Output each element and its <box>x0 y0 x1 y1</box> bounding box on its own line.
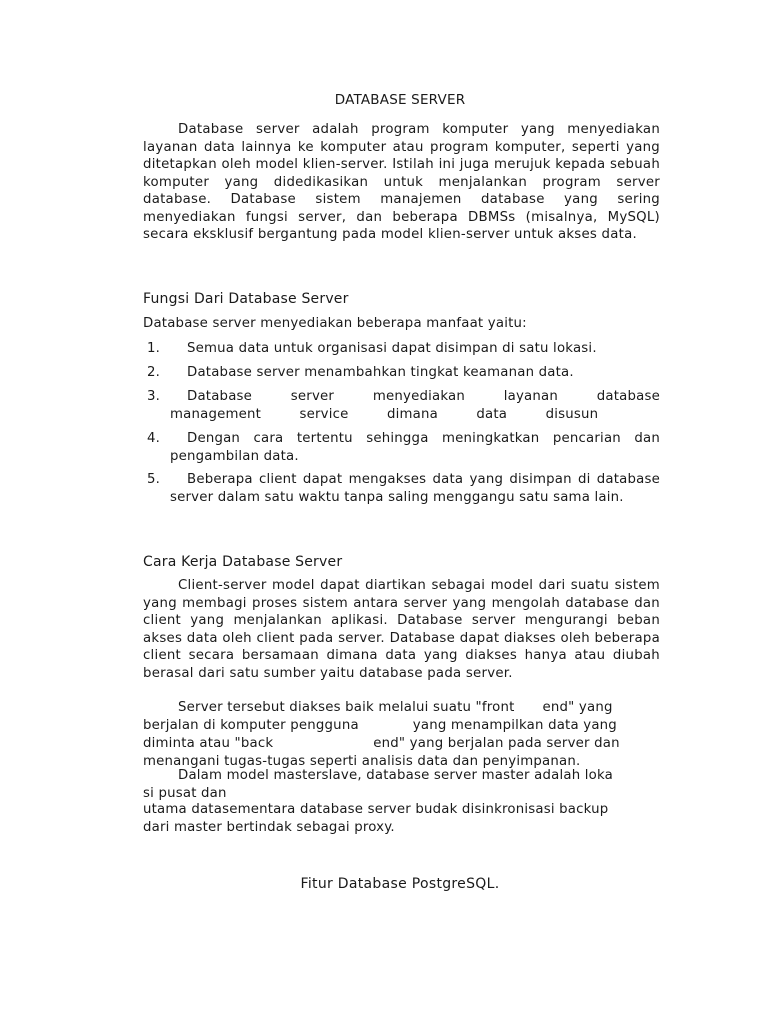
cara-kerja-paragraph: Client-server model dapat diartikan sebagai model dari suatu sistem yang membagi proses sistem antara server yang mengolah database dan client yang menjalankan aplikasi. Database server mengurangi beban akses data oleh client pada server. Database dapat diakses oleh beberapa client secara bersamaan dimana data yang diakses hanya atau diubah berasal dari satu sumber yaitu database pada server. <box>143 578 660 681</box>
section-heading-fitur: Fitur Database PostgreSQL. <box>300 876 500 892</box>
list-item <box>143 430 660 465</box>
list-item <box>143 388 660 423</box>
list-text: Database server menambahkan tingkat keamanan data. <box>187 365 574 380</box>
list-item <box>143 471 660 506</box>
masterslave-line-2: si pusat dan <box>143 786 227 801</box>
server-line-1-b: end" yang <box>542 700 613 715</box>
list-text: Beberapa client dapat mengakses data yang disimpan di database server dalam satu waktu tanpa saling menggangu satu sama lain. <box>170 472 660 505</box>
list-item <box>143 364 660 382</box>
list-number: 5. <box>147 472 161 487</box>
list-number: 3. <box>147 389 161 404</box>
list-number: 2. <box>147 365 161 380</box>
masterslave-line-1: Dalam model masterslave, database server master adalah loka <box>178 768 613 783</box>
masterslave-line-4: dari master bertindak sebagai proxy. <box>143 820 395 835</box>
server-line-2-b: yang menampilkan data yang <box>412 718 617 733</box>
server-line-2 <box>143 717 617 735</box>
server-line-1 <box>178 699 613 717</box>
section-heading-cara-kerja: Cara Kerja Database Server <box>143 554 343 570</box>
section-lead-text: Database server menyediakan beberapa manfaat yaitu: <box>143 316 527 331</box>
list-item <box>143 340 660 358</box>
list-text: Database server menyediakan layanan database management service dimana data disusun <box>170 389 660 422</box>
server-line-3 <box>143 735 620 753</box>
server-line-3-a: diminta atau "back <box>143 736 274 751</box>
server-line-4: menangani tugas-tugas seperti analisis data dan penyimpanan. <box>143 754 581 769</box>
list-number: 1. <box>147 341 161 356</box>
document-title: DATABASE SERVER <box>334 92 466 108</box>
server-line-1-a: Server tersebut diakses baik melalui suatu "front <box>178 700 515 715</box>
server-line-3-b: end" yang berjalan pada server dan <box>373 736 620 751</box>
list-text: Dengan cara tertentu sehingga meningkatkan pencarian dan pengambilan data. <box>170 431 660 464</box>
section-heading-fungsi: Fungsi Dari Database Server <box>143 291 349 307</box>
intro-paragraph: Database server adalah program komputer yang menyediakan layanan data lainnya ke komputer atau program komputer, seperti yang ditetapkan oleh model klien-server. Istilah ini juga merujuk kepada sebuah komputer yang didedikasikan untuk menjalankan program server database. Database sistem manajemen database yang sering menyediakan fungsi server, dan beberapa DBMSs (misalnya, MySQL) secara eksklusif bergantung pada model klien-server untuk akses data. <box>143 122 660 242</box>
masterslave-line-3: utama datasementara database server budak disinkronisasi backup <box>143 802 609 817</box>
list-text: Semua data untuk organisasi dapat disimpan di satu lokasi. <box>187 341 597 356</box>
server-line-2-a: berjalan di komputer pengguna <box>143 718 359 733</box>
list-number: 4. <box>147 431 161 446</box>
